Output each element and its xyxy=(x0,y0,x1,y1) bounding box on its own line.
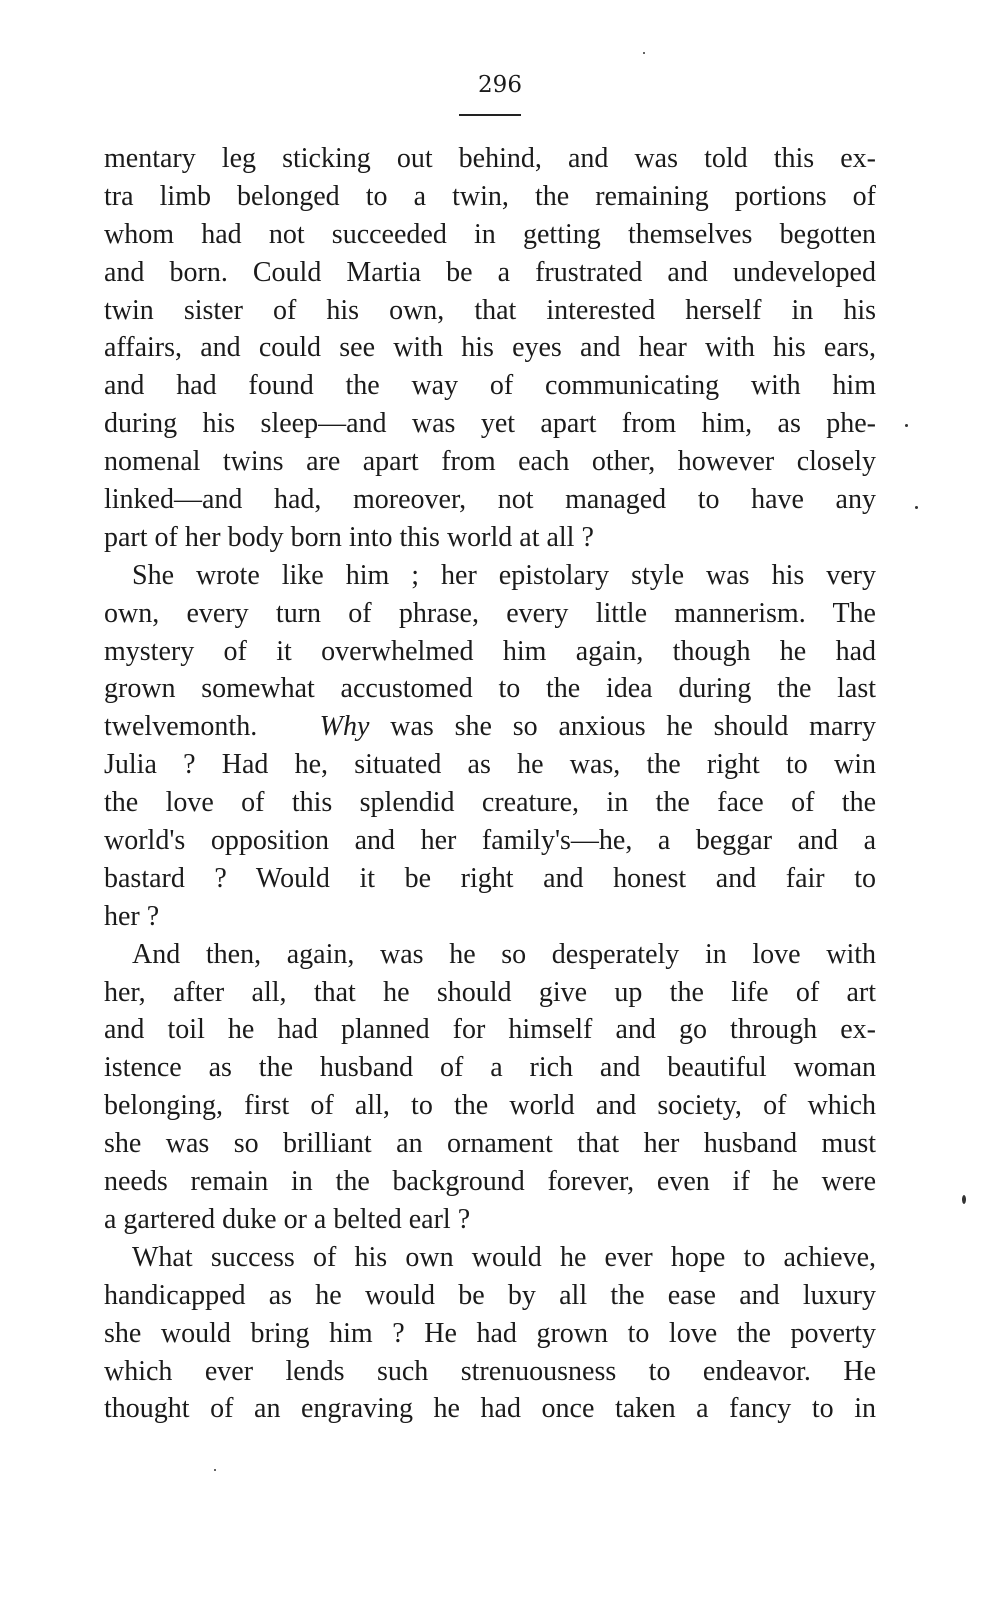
text-line: mentary leg sticking out behind, and was told this ex- xyxy=(104,143,876,174)
text-line-mixed xyxy=(104,708,876,746)
paragraph-1 xyxy=(104,140,876,557)
page-number-rule xyxy=(459,114,521,116)
text-line: her ? xyxy=(104,900,160,932)
text-line: affairs, and could see with his eyes and hear with his ears, xyxy=(104,332,876,364)
text-line: her, after all, that he should give up the life of art xyxy=(104,976,876,1008)
text-line: during his sleep—and was yet apart from him, as phe- xyxy=(104,408,876,440)
text-line: whom had not succeeded in getting themselves begotten xyxy=(104,218,876,250)
text-fragment: was she so anxious he should marry xyxy=(390,711,877,743)
scan-speck xyxy=(214,1469,216,1471)
text-line: own, every turn of phrase, every little mannerism. The xyxy=(104,597,876,629)
text-line: grown somewhat accustomed to the idea during the last xyxy=(104,673,876,705)
paragraph-2 xyxy=(104,557,876,936)
text-line: the love of this splendid creature, in the face of the xyxy=(104,787,876,819)
text-line: and toil he had planned for himself and go through ex- xyxy=(104,1014,876,1046)
paragraph-4 xyxy=(104,1239,876,1428)
text-line: and born. Could Martia be a frustrated and undeveloped xyxy=(104,256,876,288)
text-line: istence as the husband of a rich and beautiful woman xyxy=(104,1052,876,1084)
text-line: mystery of it overwhelmed him again, though he had xyxy=(104,635,876,667)
emphasis-word: Why xyxy=(319,711,370,743)
text-line: What success of his own would he ever hope to achieve, xyxy=(132,1241,876,1273)
text-line: she was so brilliant an ornament that her husband must xyxy=(104,1128,876,1160)
text-line: She wrote like him ; her epistolary style was his very xyxy=(132,559,876,591)
text-line: tra limb belonged to a twin, the remaining portions of xyxy=(104,180,876,212)
text-line: handicapped as he would be by all the ease and luxury xyxy=(104,1279,876,1311)
text-line: which ever lends such strenuousness to endeavor. He xyxy=(104,1355,876,1387)
paragraph-3 xyxy=(104,936,876,1239)
text-line: part of her body born into this world at all ? xyxy=(104,521,594,553)
text-line: a gartered duke or a belted earl ? xyxy=(104,1203,471,1235)
text-line: needs remain in the background forever, even if he were xyxy=(104,1166,876,1198)
scan-speck xyxy=(915,506,918,509)
scan-speck xyxy=(905,424,908,427)
page-body-text xyxy=(104,140,876,1428)
text-line: Julia ? Had he, situated as he was, the right to win xyxy=(104,749,876,781)
text-line: belonging, first of all, to the world and society, of which xyxy=(104,1090,876,1122)
scan-speck xyxy=(962,1195,966,1204)
text-line: bastard ? Would it be right and honest and fair to xyxy=(104,862,876,894)
text-line: world's opposition and her family's—he, a beggar and a xyxy=(104,825,876,857)
text-line: And then, again, was he so desperately in love with xyxy=(132,938,876,970)
page-number: 296 xyxy=(478,72,522,98)
text-line: thought of an engraving he had once taken a fancy to in xyxy=(104,1393,876,1425)
text-line: linked—and had, moreover, not managed to have any xyxy=(104,484,876,516)
text-line: twin sister of his own, that interested herself in his xyxy=(104,294,876,326)
text-line: and had found the way of communicating with him xyxy=(104,370,876,402)
text-line: nomenal twins are apart from each other, however closely xyxy=(104,446,876,478)
text-fragment: twelvemonth. xyxy=(104,711,258,743)
scan-speck xyxy=(643,52,645,54)
text-line: she would bring him ? He had grown to love the poverty xyxy=(104,1317,876,1349)
